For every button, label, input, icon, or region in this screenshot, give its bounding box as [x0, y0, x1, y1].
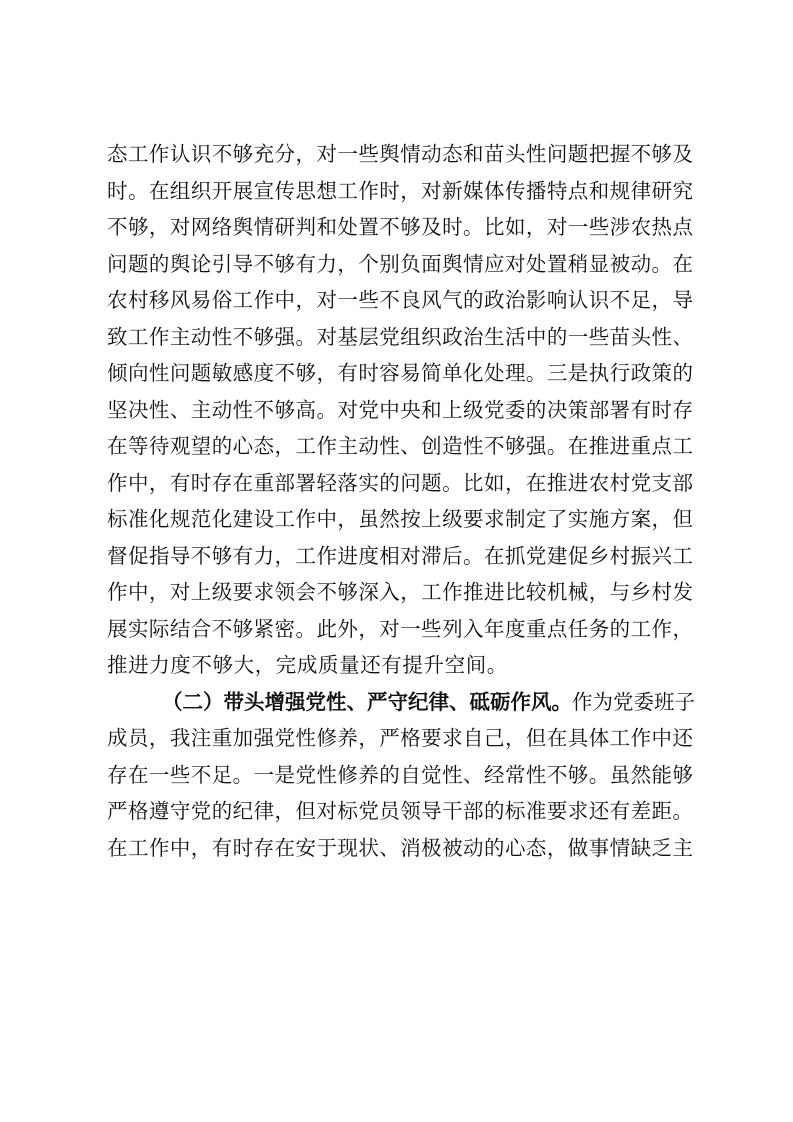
paragraph-2-first-line [107, 684, 693, 721]
text-line: 标准化规范化建设工作中，虽然按上级要求制定了实施方案，但 [107, 507, 693, 531]
text-line: 作中，有时存在重部署轻落实的问题。比如，在推进农村党支部 [107, 470, 693, 495]
text-line: 农村移风易俗工作中，对一些不良风气的政治影响认识不足，导 [107, 288, 693, 312]
text-line: 督促指导不够有力，工作进度相对滞后。在抓党建促乡村振兴工 [107, 543, 693, 568]
text-run: 作为党委班子 [572, 689, 695, 714]
text-line: 坚决性、主动性不够高。对党中央和上级党委的决策部署有时存 [107, 397, 693, 422]
text-line: 时。在组织开展宣传思想工作时，对新媒体传播特点和规律研究 [107, 178, 693, 203]
text-line: 态工作认识不够充分，对一些舆情动态和苗头性问题把握不够及 [107, 142, 693, 166]
text-line: 推进力度不够大，完成质量还有提升空间。 [107, 653, 508, 677]
text-line: 作中，对上级要求领会不够深入，工作推进比较机械，与乡村发 [107, 580, 693, 604]
text-line: 严格遵守党的纪律，但对标党员领导干部的标准要求还有差距。 [107, 799, 693, 823]
paragraph-1 [107, 136, 693, 684]
section-heading: （二）带头增强党性、严守纪律、砥砺作风。 [162, 689, 572, 714]
text-line: 成员，我注重加强党性修养，严格要求自己，但在具体工作中还 [107, 726, 693, 750]
document-body [107, 136, 693, 866]
paragraph-2 [107, 684, 693, 867]
text-line: 存在一些不足。一是党性修养的自觉性、经常性不够。虽然能够 [107, 762, 693, 787]
text-line: 问题的舆论引导不够有力，个别负面舆情应对处置稍显被动。在 [107, 251, 693, 276]
text-line: 在等待观望的心态，工作主动性、创造性不够强。在推进重点工 [107, 434, 693, 458]
text-line: 在工作中，有时存在安于现状、消极被动的心态，做事情缺乏主 [107, 835, 693, 860]
text-line: 致工作主动性不够强。对基层党组织政治生活中的一些苗头性、 [107, 324, 693, 349]
text-line: 倾向性问题敏感度不够，有时容易简单化处理。三是执行政策的 [107, 361, 693, 385]
text-line: 展实际结合不够紧密。此外，对一些列入年度重点任务的工作， [107, 616, 693, 641]
text-line: 不够，对网络舆情研判和处置不够及时。比如，对一些涉农热点 [107, 215, 693, 239]
